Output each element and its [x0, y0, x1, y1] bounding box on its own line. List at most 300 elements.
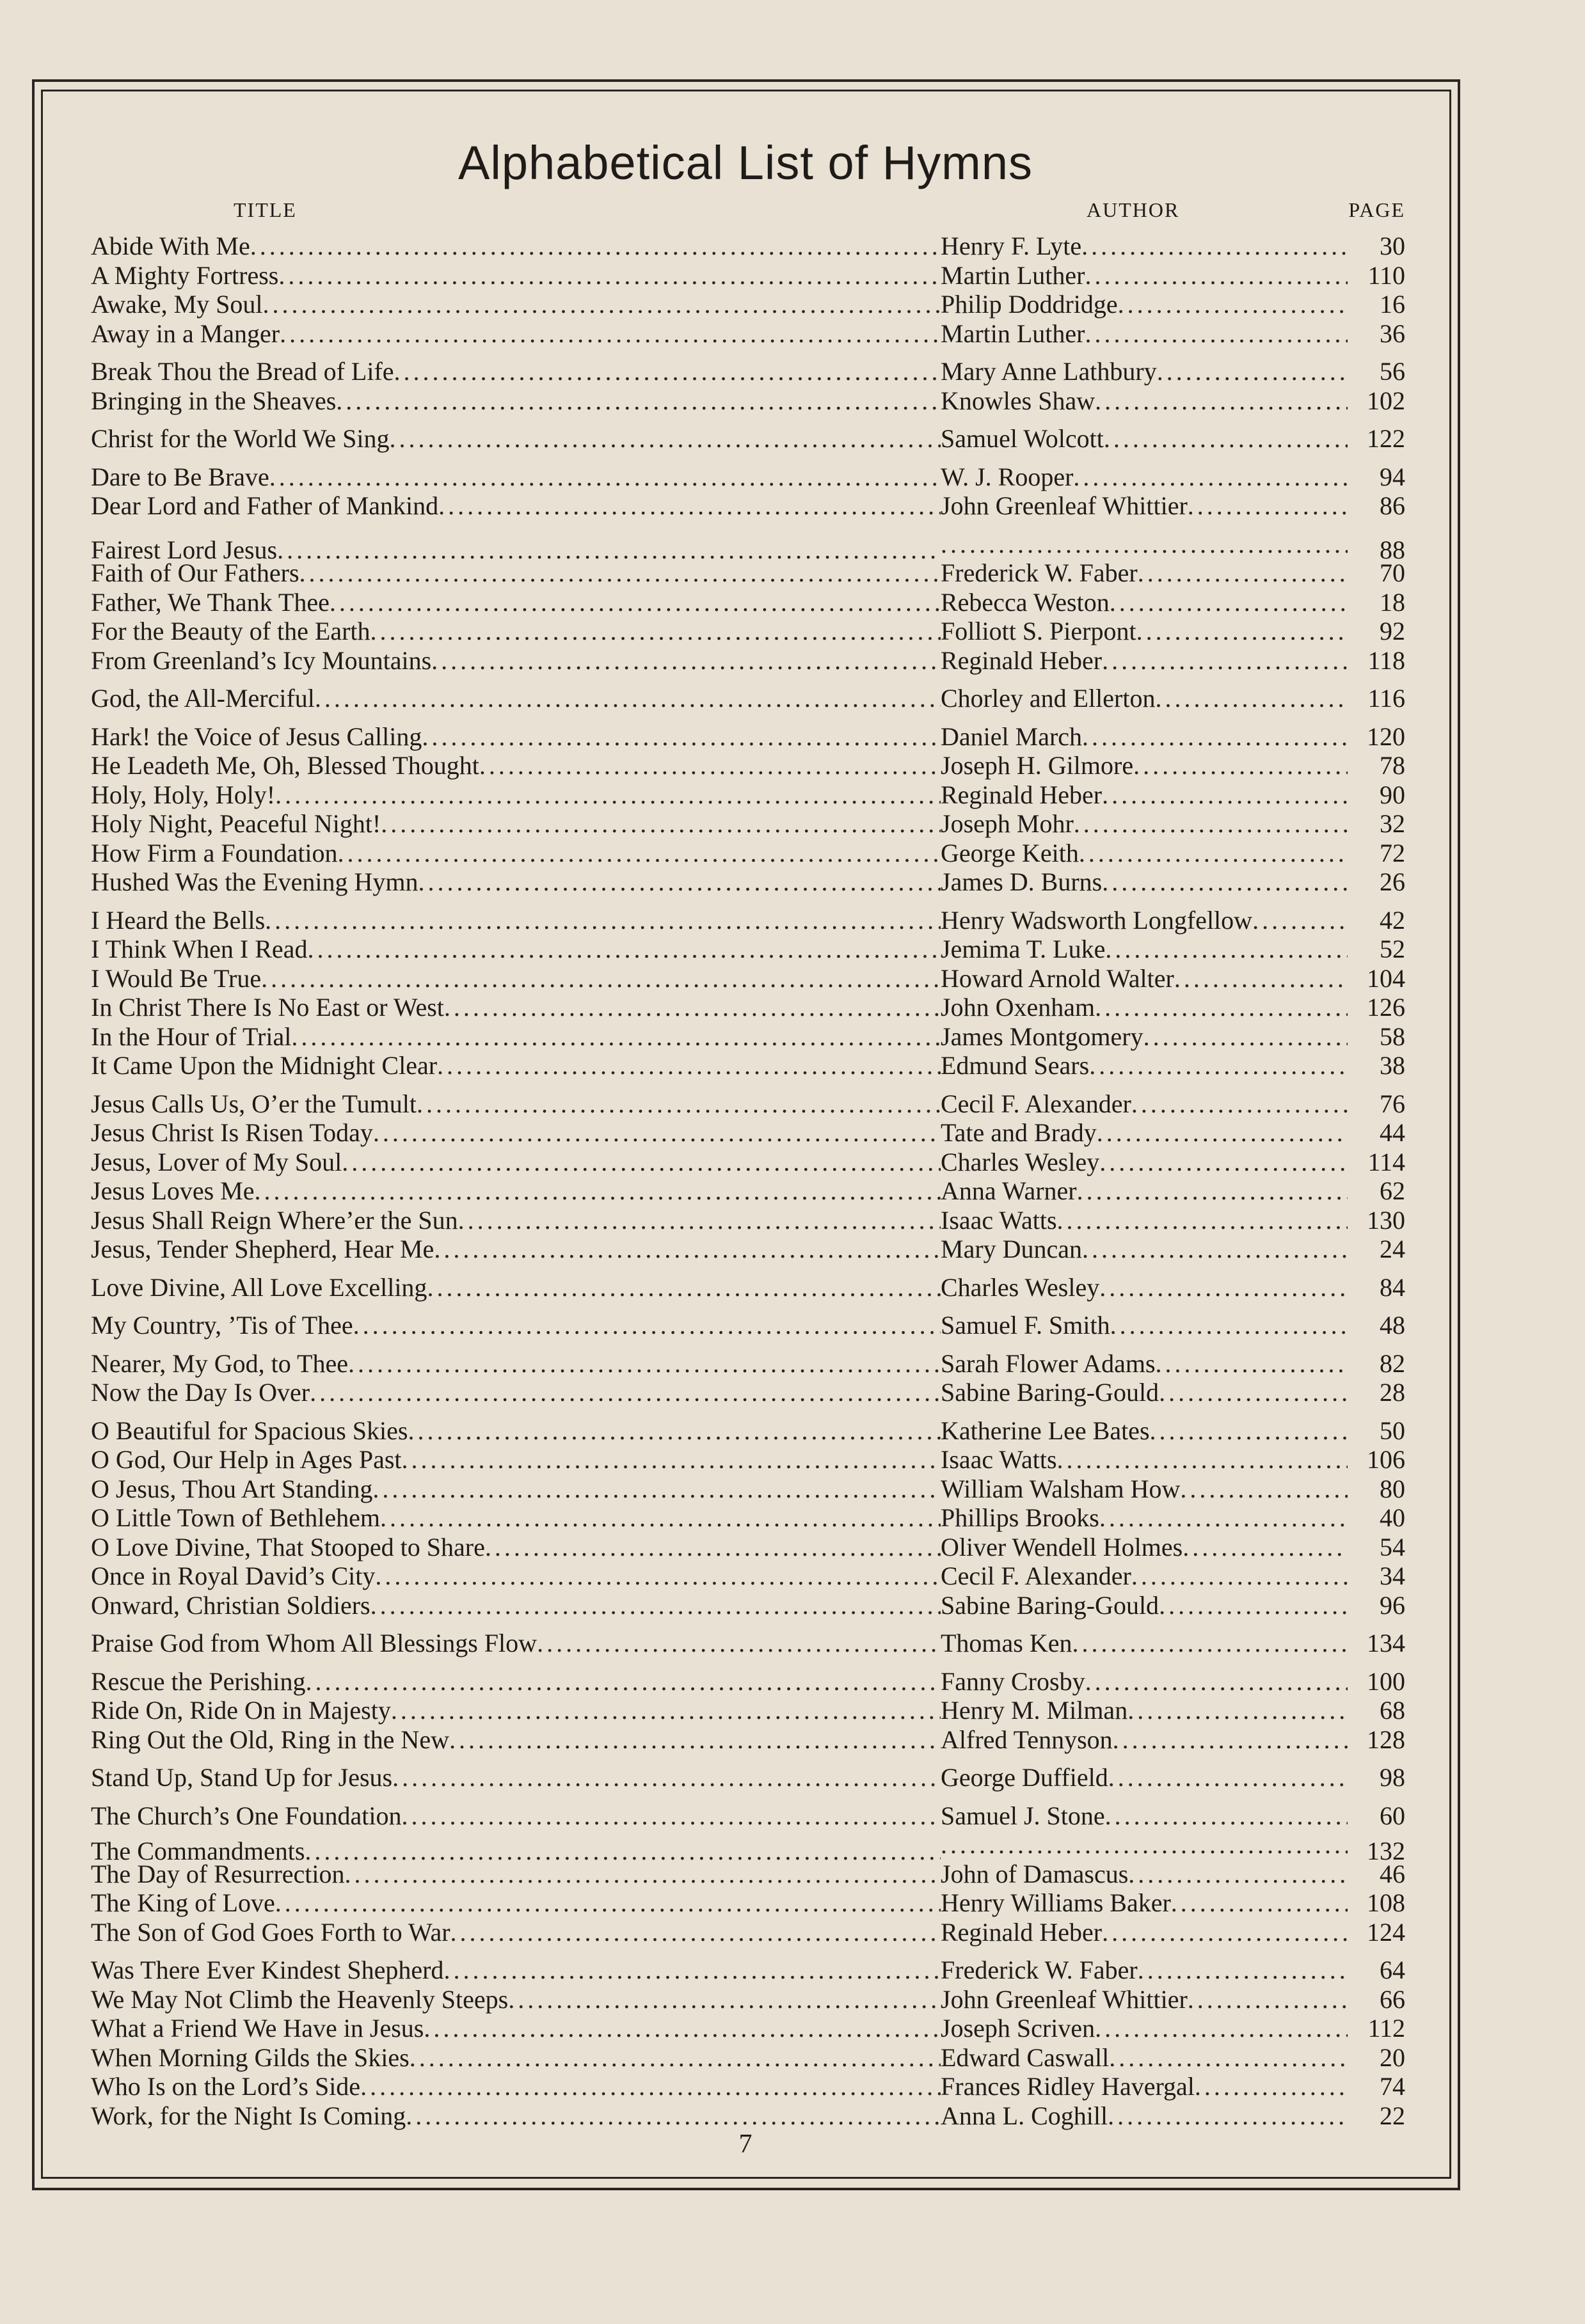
- hymn-author-cell: [941, 232, 1348, 261]
- hymn-page: 32: [1380, 809, 1405, 838]
- hymn-author: Tate and Brady: [941, 1118, 1097, 1147]
- hymn-row: [91, 1089, 1405, 1119]
- hymn-page: 52: [1380, 935, 1405, 963]
- hymn-page: 86: [1380, 491, 1405, 520]
- hymn-page: 54: [1380, 1532, 1405, 1561]
- dot-leader: [1081, 232, 1348, 261]
- hymn-title: Ring Out the Old, Ring in the New: [91, 1725, 449, 1754]
- dot-leader: [508, 1985, 941, 2014]
- dot-leader: [370, 1591, 941, 1620]
- hymn-title: The Commandments: [91, 1836, 305, 1865]
- hymn-title-cell: [91, 935, 941, 964]
- hymn-title: Holy Night, Peaceful Night!: [91, 809, 381, 838]
- hymn-title: Away in a Manger: [91, 319, 280, 348]
- letter-group: [91, 1801, 1405, 1947]
- hymn-author: George Duffield: [941, 1763, 1108, 1792]
- hymn-title-cell: [91, 2101, 941, 2131]
- hymn-author: Alfred Tennyson: [941, 1725, 1113, 1754]
- hymn-title: O Beautiful for Spacious Skies: [91, 1416, 408, 1445]
- hymn-author-cell: [941, 1235, 1348, 1264]
- dot-leader: [1057, 1206, 1348, 1235]
- hymn-author: James Montgomery: [941, 1022, 1143, 1051]
- hymn-author: Sabine Baring-Gould: [941, 1378, 1159, 1407]
- hymn-row: [91, 1311, 1405, 1340]
- hymn-title-cell: [91, 1445, 941, 1474]
- hymn-row: [91, 1860, 1405, 1889]
- hymn-page: 46: [1380, 1859, 1405, 1888]
- hymn-author-cell: [941, 935, 1348, 964]
- dot-leader: [1095, 993, 1348, 1022]
- hymn-author: Samuel J. Stone: [941, 1801, 1105, 1830]
- dot-leader: [1073, 462, 1348, 492]
- hymn-page: 22: [1380, 2101, 1405, 2130]
- hymn-title-cell: [91, 1801, 941, 1831]
- hymn-title: Bringing in the Sheaves: [91, 386, 337, 415]
- hymn-author: Cecil F. Alexander: [941, 1561, 1131, 1590]
- dot-leader: [1077, 1176, 1348, 1206]
- dot-leader: [1138, 1956, 1348, 1985]
- hymn-row: [91, 1503, 1405, 1533]
- hymn-title-cell: [91, 1956, 941, 1985]
- column-header-title: TITLE: [234, 198, 297, 221]
- hymn-author: Oliver Wendell Holmes: [941, 1532, 1183, 1561]
- hymn-page: 90: [1380, 780, 1405, 809]
- dot-leader: [373, 1118, 941, 1148]
- hymn-title: It Came Upon the Midnight Clear: [91, 1051, 438, 1080]
- hymn-author: Anna Warner: [941, 1176, 1077, 1205]
- hymn-page: 92: [1380, 617, 1405, 645]
- hymn-row: [91, 646, 1405, 676]
- hymn-author: Folliott S. Pierpont: [941, 617, 1136, 645]
- hymn-author-cell: [941, 906, 1348, 935]
- hymn-title: How Firm a Foundation: [91, 838, 338, 867]
- hymn-author: Martin Luther: [941, 260, 1085, 290]
- hymn-title: Was There Ever Kindest Shepherd: [91, 1956, 444, 1984]
- hymn-title-cell: [91, 1378, 941, 1407]
- hymn-title-cell: [91, 993, 941, 1022]
- hymn-author-cell: [941, 2043, 1348, 2073]
- dot-leader: [941, 1830, 1348, 1860]
- hymn-author-cell: [941, 2072, 1348, 2101]
- hymn-title: From Greenland’s Icy Mountains: [91, 645, 432, 675]
- letter-group: [91, 232, 1405, 348]
- hymn-author: Frederick W. Faber: [941, 558, 1138, 587]
- hymn-row: [91, 1416, 1405, 1446]
- hymn-author: Sabine Baring-Gould: [941, 1590, 1159, 1620]
- dot-leader: [275, 780, 941, 810]
- hymn-page: 24: [1380, 1235, 1405, 1263]
- letter-group: [91, 1763, 1405, 1792]
- hymn-page: 120: [1367, 722, 1405, 751]
- hymn-title: My Country, ’Tis of Thee: [91, 1311, 353, 1340]
- hymn-title-cell: [91, 319, 941, 349]
- hymn-author: Joseph Scriven: [941, 2014, 1095, 2043]
- hymn-title-cell: [91, 1474, 941, 1504]
- hymn-page: 124: [1367, 1917, 1405, 1947]
- dot-leader: [1102, 646, 1348, 676]
- dot-leader: [1057, 1445, 1348, 1474]
- dot-leader: [1095, 2014, 1348, 2043]
- dot-leader: [458, 1206, 941, 1235]
- hymn-author-cell: [941, 1474, 1348, 1504]
- hymn-author-cell: [941, 867, 1348, 897]
- hymn-title: Now the Day Is Over: [91, 1378, 310, 1407]
- hymn-row: [91, 1051, 1405, 1080]
- hymn-page: 16: [1380, 290, 1405, 319]
- dot-leader: [307, 935, 941, 964]
- hymn-page: 64: [1380, 1956, 1405, 1984]
- dot-leader: [444, 993, 941, 1022]
- hymn-author-cell: [941, 964, 1348, 993]
- dot-leader: [1131, 1561, 1348, 1591]
- hymn-author-cell: [941, 319, 1348, 349]
- dot-leader: [427, 1273, 941, 1302]
- hymn-author-cell: [941, 1591, 1348, 1620]
- hymn-page: 100: [1367, 1666, 1405, 1696]
- dot-leader: [418, 867, 941, 897]
- hymn-author: John Oxenham: [941, 993, 1095, 1022]
- hymn-author-cell: [941, 1503, 1348, 1533]
- hymn-row: [91, 906, 1405, 935]
- hymn-author-cell: [941, 617, 1348, 646]
- hymn-author-cell: [941, 1349, 1348, 1379]
- hymn-author: Rebecca Weston: [941, 587, 1110, 617]
- hymn-row: [91, 2101, 1405, 2131]
- hymn-page: 132: [1367, 1836, 1405, 1865]
- dot-leader: [380, 1503, 941, 1533]
- hymn-title-cell: [91, 1176, 941, 1206]
- hymn-page: 74: [1380, 2072, 1405, 2101]
- hymn-row: [91, 1956, 1405, 1985]
- hymn-author: Reginald Heber: [941, 780, 1103, 809]
- hymn-author: Sarah Flower Adams: [941, 1348, 1156, 1378]
- hymn-author-cell: [941, 1763, 1348, 1792]
- dot-leader: [1072, 1629, 1348, 1658]
- hymn-row: [91, 2014, 1405, 2043]
- hymn-author: Henry Wadsworth Longfellow: [941, 905, 1253, 935]
- page-title: Alphabetical List of Hymns: [458, 136, 1033, 189]
- dot-leader: [265, 906, 941, 935]
- dot-leader: [431, 646, 941, 676]
- hymn-title: Work, for the Night Is Coming: [91, 2101, 406, 2130]
- letter-group: [91, 1089, 1405, 1264]
- hymn-row: [91, 530, 1405, 564]
- hymn-title: Holy, Holy, Holy!: [91, 780, 276, 809]
- dot-leader: [1127, 1696, 1348, 1725]
- dot-leader: [1252, 906, 1348, 935]
- hymn-row: [91, 1918, 1405, 1947]
- dot-leader: [410, 2043, 941, 2073]
- dot-leader: [1188, 491, 1348, 521]
- hymn-title: Rescue the Perishing: [91, 1666, 306, 1696]
- hymn-row: [91, 935, 1405, 964]
- hymn-author: Phillips Brooks: [941, 1503, 1099, 1532]
- dot-leader: [1104, 424, 1348, 454]
- hymn-author: Thomas Ken: [941, 1629, 1072, 1657]
- hymn-title: O Jesus, Thou Art Standing: [91, 1474, 373, 1503]
- hymn-title-cell: [91, 1888, 941, 1918]
- hymn-title: Jesus Christ Is Risen Today: [91, 1118, 373, 1147]
- dot-leader: [408, 1416, 941, 1446]
- hymn-author-cell: [941, 1629, 1348, 1658]
- hymn-title-cell: [91, 839, 941, 868]
- hymn-title: Onward, Christian Soldiers: [91, 1590, 370, 1620]
- hymn-author: Daniel March: [941, 722, 1083, 751]
- hymn-page: 128: [1367, 1725, 1405, 1754]
- dot-leader: [434, 1235, 941, 1264]
- hymn-row: [91, 1349, 1405, 1379]
- hymn-page: 84: [1380, 1272, 1405, 1302]
- hymn-author: Cecil F. Alexander: [941, 1089, 1131, 1118]
- hymn-author-cell: [941, 462, 1348, 492]
- hymn-row: [91, 357, 1405, 386]
- dot-leader: [390, 424, 941, 454]
- dot-leader: [443, 1956, 941, 1985]
- hymn-page: 30: [1380, 232, 1405, 260]
- letter-group: [91, 462, 1405, 521]
- hymn-author: John Greenleaf Whittier: [941, 1984, 1188, 2014]
- hymn-author-cell: [941, 491, 1348, 521]
- hymn-row: [91, 722, 1405, 752]
- hymn-page: 36: [1380, 319, 1405, 348]
- hymn-title-cell: [91, 1860, 941, 1889]
- letter-group: [91, 906, 1405, 1080]
- hymn-title-cell: [91, 491, 941, 521]
- hymn-author-cell: [941, 588, 1348, 617]
- hymn-author: Philip Doddridge: [941, 290, 1118, 319]
- hymn-page: 106: [1367, 1445, 1405, 1474]
- hymn-row: [91, 1533, 1405, 1562]
- hymn-page: 102: [1367, 386, 1405, 415]
- hymn-author-cell: [941, 2101, 1348, 2131]
- hymn-title: Stand Up, Stand Up for Jesus: [91, 1763, 393, 1792]
- hymn-row: [91, 1206, 1405, 1235]
- hymn-title-cell: [91, 462, 941, 492]
- hymn-author-cell: [941, 1051, 1348, 1080]
- hymn-author-cell: [941, 1206, 1348, 1235]
- hymn-page: 34: [1380, 1561, 1405, 1590]
- hymn-title: He Leadeth Me, Oh, Blessed Thought: [91, 751, 479, 780]
- hymn-author-cell: [941, 424, 1348, 454]
- letter-group: [91, 424, 1405, 454]
- dot-leader: [406, 2101, 941, 2131]
- hymn-author-cell: [941, 1445, 1348, 1474]
- hymn-row: [91, 1148, 1405, 1177]
- hymn-page: 108: [1367, 1888, 1405, 1917]
- hymn-title-cell: [91, 964, 941, 993]
- hymn-row: [91, 809, 1405, 839]
- hymn-author: William Walsham How: [941, 1474, 1181, 1503]
- hymn-row: [91, 2043, 1405, 2073]
- hymn-author: Samuel F. Smith: [941, 1311, 1110, 1340]
- hymn-author-cell: [941, 1273, 1348, 1302]
- hymn-author-cell: [941, 684, 1348, 713]
- dot-leader: [338, 839, 941, 868]
- dot-leader: [372, 1474, 941, 1504]
- hymn-title: Dare to Be Brave: [91, 462, 269, 491]
- hymn-title-cell: [91, 1985, 941, 2014]
- hymn-title: Fairest Lord Jesus: [91, 535, 278, 564]
- dot-leader: [306, 1667, 941, 1696]
- letter-group: [91, 1956, 1405, 2130]
- hymn-row: [91, 1801, 1405, 1831]
- dot-leader: [1110, 588, 1348, 617]
- hymn-author: Henry Williams Baker: [941, 1888, 1171, 1917]
- hymn-title: I Would Be True: [91, 963, 262, 993]
- hymn-author: Edward Caswall: [941, 2043, 1110, 2072]
- hymn-page: 118: [1367, 645, 1405, 675]
- hymn-page: 70: [1380, 558, 1405, 587]
- dot-leader: [1150, 1416, 1348, 1446]
- hymn-author-cell: [941, 1956, 1348, 1985]
- hymn-author: Fanny Crosby: [941, 1666, 1085, 1696]
- column-header-author: AUTHOR: [1087, 198, 1180, 221]
- hymn-page: 110: [1367, 260, 1405, 290]
- hymn-title-cell: [91, 558, 941, 588]
- letter-group: [91, 722, 1405, 897]
- hymn-author-cell: [941, 1696, 1348, 1725]
- hymn-author: John of Damascus: [941, 1859, 1129, 1888]
- hymn-author-cell: [941, 993, 1348, 1022]
- hymn-author: James D. Burns: [941, 867, 1103, 896]
- hymn-author-cell: [941, 1416, 1348, 1446]
- letter-group: [91, 1667, 1405, 1755]
- hymn-title: The King of Love: [91, 1888, 275, 1917]
- dot-leader: [1195, 2072, 1348, 2101]
- dot-leader: [342, 1148, 941, 1177]
- hymn-author-cell: [941, 722, 1348, 752]
- hymn-row: [91, 462, 1405, 492]
- dot-leader: [255, 1176, 941, 1206]
- hymn-author-cell: [941, 1378, 1348, 1407]
- hymn-page: 44: [1380, 1118, 1405, 1147]
- hymn-author-cell: [941, 1118, 1348, 1148]
- dot-leader: [1180, 1474, 1348, 1504]
- dot-leader: [250, 232, 941, 261]
- hymn-author: Reginald Heber: [941, 645, 1103, 675]
- letter-group: [91, 530, 1405, 676]
- hymn-title: The Son of God Goes Forth to War: [91, 1917, 450, 1947]
- hymn-author-cell: [941, 1860, 1348, 1889]
- hymn-row: [91, 1235, 1405, 1264]
- hymn-title-cell: [91, 1349, 941, 1379]
- hymn-author: Anna L. Coghill: [941, 2101, 1108, 2130]
- hymn-author: Joseph Mohr: [941, 809, 1074, 838]
- hymn-row: [91, 1176, 1405, 1206]
- hymn-title-cell: [91, 357, 941, 386]
- hymn-title: Jesus, Lover of My Soul: [91, 1147, 342, 1176]
- hymn-author: Henry M. Milman: [941, 1696, 1128, 1725]
- dot-leader: [1099, 1273, 1348, 1302]
- hymn-author-cell: [941, 1089, 1348, 1119]
- hymn-row: [91, 1561, 1405, 1591]
- hymn-author: Charles Wesley: [941, 1147, 1100, 1176]
- dot-leader: [1079, 839, 1348, 868]
- dot-leader: [479, 751, 941, 780]
- hymn-page: 56: [1380, 357, 1405, 386]
- hymn-row: [91, 386, 1405, 416]
- dot-leader: [1085, 261, 1348, 290]
- hymn-page: 116: [1367, 684, 1405, 713]
- hymn-author: Isaac Watts: [941, 1205, 1057, 1235]
- dot-leader: [1099, 1503, 1348, 1533]
- dot-leader: [1136, 617, 1348, 646]
- hymn-title-cell: [91, 1591, 941, 1620]
- hymn-row: [91, 588, 1405, 617]
- hymn-author: Charles Wesley: [941, 1272, 1100, 1302]
- dot-leader: [485, 1533, 941, 1562]
- hymn-title: Ride On, Ride On in Majesty: [91, 1696, 391, 1725]
- column-header-page: PAGE: [1348, 198, 1405, 221]
- letter-group: [91, 357, 1405, 415]
- hymn-title-cell: [91, 2043, 941, 2073]
- dot-leader: [280, 319, 941, 349]
- hymn-author: Jemima T. Luke: [941, 935, 1106, 963]
- hymn-title: Hushed Was the Evening Hymn: [91, 867, 418, 896]
- hymn-title-cell: [91, 1629, 941, 1658]
- hymn-title: For the Beauty of the Earth: [91, 617, 370, 645]
- dot-leader: [1108, 1763, 1348, 1792]
- hymn-page: 72: [1380, 838, 1405, 867]
- dot-leader: [1131, 1089, 1348, 1119]
- hymn-author: Mary Duncan: [941, 1235, 1083, 1263]
- hymn-author: Frederick W. Faber: [941, 1956, 1138, 1984]
- hymn-page: 76: [1380, 1089, 1405, 1118]
- dot-leader: [1105, 935, 1348, 964]
- dot-leader: [1085, 319, 1348, 349]
- hymn-title-cell: [91, 1051, 941, 1080]
- dot-leader: [1156, 1349, 1348, 1379]
- hymn-title: Dear Lord and Father of Mankind: [91, 491, 439, 520]
- hymn-title: Break Thou the Bread of Life: [91, 357, 394, 386]
- hymn-row: [91, 1696, 1405, 1725]
- dot-leader: [402, 1445, 941, 1474]
- hymn-row: [91, 2072, 1405, 2101]
- dot-leader: [1099, 1148, 1348, 1177]
- dot-leader: [269, 462, 941, 492]
- hymn-author-cell: [941, 1176, 1348, 1206]
- hymn-title-cell: [91, 1118, 941, 1148]
- hymn-page: 38: [1380, 1051, 1405, 1080]
- hymn-page: 60: [1380, 1801, 1405, 1830]
- dot-leader: [1102, 780, 1348, 810]
- hymn-author-cell: [941, 1918, 1348, 1947]
- hymn-row: [91, 780, 1405, 810]
- hymn-author-cell: [941, 780, 1348, 810]
- hymn-title: Jesus, Tender Shepherd, Hear Me: [91, 1235, 434, 1263]
- dot-leader: [438, 491, 941, 521]
- hymn-author: Katherine Lee Bates: [941, 1416, 1150, 1445]
- hymn-row: [91, 1629, 1405, 1658]
- hymn-row: [91, 1118, 1405, 1148]
- hymn-row: [91, 867, 1405, 897]
- dot-leader: [450, 1918, 941, 1947]
- dot-leader: [1105, 1801, 1348, 1831]
- hymn-title-cell: [91, 722, 941, 752]
- hymn-author: Knowles Shaw: [941, 386, 1095, 415]
- hymn-author: Joseph H. Gilmore: [941, 751, 1134, 780]
- hymn-title-cell: [91, 1148, 941, 1177]
- dot-leader: [1113, 1725, 1348, 1755]
- hymn-page: 80: [1380, 1474, 1405, 1503]
- hymn-author: W. J. Rooper: [941, 462, 1074, 491]
- hymn-author-cell: [941, 386, 1348, 416]
- hymn-title: We May Not Climb the Heavenly Steeps: [91, 1984, 509, 2014]
- hymn-title-cell: [91, 2014, 941, 2043]
- hymn-page: 134: [1367, 1629, 1405, 1657]
- hymn-title-cell: [91, 1273, 941, 1302]
- hymn-title-cell: [91, 751, 941, 780]
